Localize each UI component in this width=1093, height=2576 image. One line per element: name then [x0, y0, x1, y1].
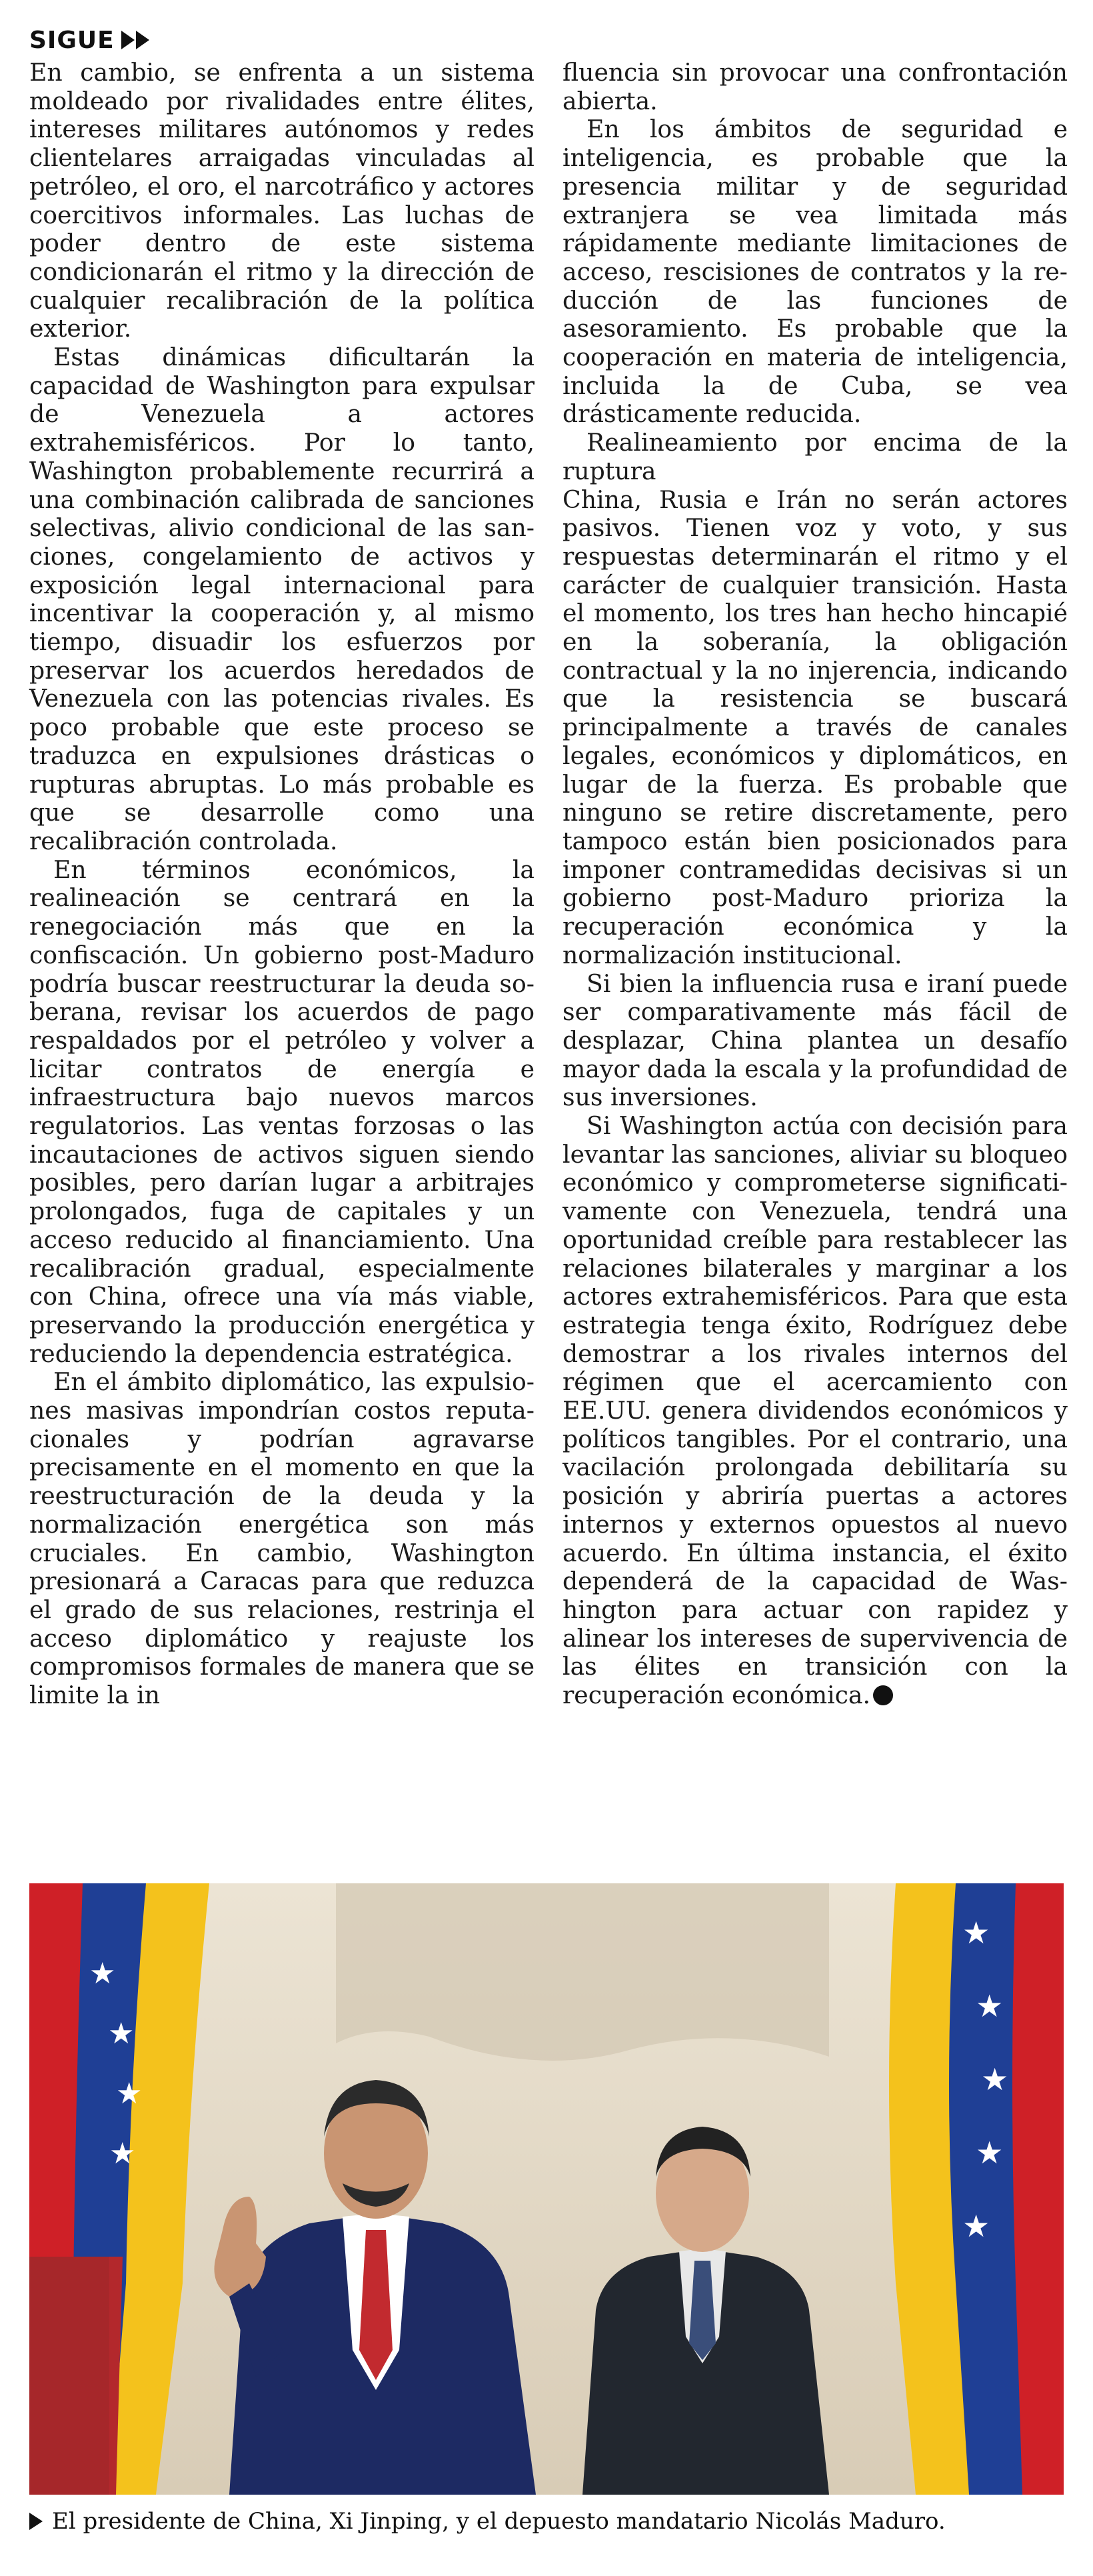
svg-text:★: ★: [116, 2077, 143, 2111]
continues-header: [29, 23, 149, 57]
svg-text:★: ★: [981, 2061, 1009, 2097]
article-column-right: [562, 59, 1068, 1710]
end-of-article-icon: [873, 1685, 893, 1705]
photo-caption: [29, 2501, 1064, 2541]
caption-arrow-icon: [29, 2513, 43, 2530]
svg-text:★: ★: [962, 2208, 990, 2244]
svg-text:★: ★: [109, 2137, 136, 2171]
paragraph: En términos económicos, la realineación se centrará en la renegociación más que en la confiscación. Un gobierno post-Maduro podría buscar reestructurar la deuda soberana, revisar los acuerdos de pago respaldados por el petróleo y volver a licitar contratos de energía e infraestructura bajo nuevos marcos regulatorios. Las ventas forzosas o las incautaciones de activos siguen siendo posibles, pero darían lugar a arbitrajes prolongados, fuga de capitales y un acceso reducido al financiamiento. Una recalibración gradual, especialmente con China, ofrece una vía más viable, preservando la producción energética y reduciendo la dependencia estratégica.: [29, 855, 535, 1368]
paragraph: En los ámbitos de seguridad e inteligencia, es probable que la presencia militar y de seguridad extranjera se vea limitada más rápidamente mediante limitaciones de acceso, rescisiones de contratos y la reducción de las funciones de asesoramiento. Es probable que la cooperación en materia de inteligencia, incluida la de Cuba, se vea drásticamente reducida.: [562, 115, 1068, 429]
paragraph: fluencia sin provocar una confrontación abierta.: [562, 58, 1068, 115]
paragraph: China, Rusia e Irán no serán actores pasivos. Tienen voz y voto, y sus respuestas determinarán el ritmo y el carácter de cualquier transición. Hasta el momento, los tres han hecho hincapié en la soberanía, la obligación contractual y la no injerencia, indicando que la resistencia se buscará principalmente a través de canales legales, económicos y diplomáticos, en lugar de la fuerza. Es probable que ninguno se retire discretamente, pero tampoco están bien posicionados para imponer contramedidas decisivas si un gobierno post-Maduro prioriza la recuperación económica y la normalización institucional.: [562, 485, 1068, 969]
paragraph: Estas dinámicas dificultarán la capacidad de Washington para expulsar de Venezuela a actores extrahemisféricos. Por lo tanto, Washington probablemente recurrirá a una combinación calibrada de sanciones selectivas, alivio condicional de las sanciones, congelamiento de activos y exposición legal internacional para incentivar la cooperación y, al mismo tiempo, disuadir los esfuerzos por preservar los acuerdos heredados de Venezuela con las potencias rivales. Es poco probable que este proceso se traduzca en expulsiones drásticas o rupturas abruptas. Lo más probable es que se desarrolle como una recalibración controlada.: [29, 343, 535, 855]
subheading: Realineamiento por encima de la ruptura: [562, 428, 1068, 485]
paragraph: Si bien la influencia rusa e iraní puede ser comparativamente más fácil de desplazar, China plantea un desafío mayor dada la escala y la profundidad de sus inversiones.: [562, 969, 1068, 1112]
svg-text:★: ★: [89, 1957, 116, 1991]
svg-text:★: ★: [976, 2135, 1004, 2171]
red-chair: [29, 2257, 109, 2495]
svg-text:★: ★: [962, 1915, 990, 1951]
paragraph-final: [562, 1112, 1068, 1710]
paragraph: En cambio, se enfrenta a un sistema moldeado por rivalidades entre élites, intereses militares autónomos y redes clientelares arraigadas vinculadas al petróleo, el oro, el narcotráfico y actores coercitivos informales. Las luchas de poder dentro de este sistema condicionarán el ritmo y la dirección de cualquier recalibración de la política exterior.: [29, 58, 535, 343]
photo-illustration: [29, 1883, 1064, 2495]
continues-arrows-icon: [121, 31, 149, 49]
svg-text:★: ★: [976, 1988, 1004, 2024]
article-column-left: [29, 59, 535, 1710]
caption-text: El presidente de China, Xi Jinping, y el depuesto mandatario Nicolás Maduro.: [52, 2508, 946, 2535]
news-photo: [29, 1883, 1064, 2495]
venezuela-flag-right: [889, 1883, 1064, 2495]
svg-text:★: ★: [108, 2017, 135, 2051]
continues-label: SIGUE: [29, 26, 115, 54]
paragraph: En el ámbito diplomático, las expulsiones masivas impondrían costos reputacionales y podrían agravarse precisamente en el momento en que la reestructuración de la deuda y la normalización energética son más cruciales. En cambio, Washington presionará a Caracas para que reduzca el grado de sus relaciones, restrinja el acceso diplomático y reajuste los compromisos formales de manera que se limite la in: [29, 1367, 535, 1710]
paragraph-final-text: Si Washington actúa con decisión para levantar las sanciones, aliviar su bloqueo económico y comprometerse significativamente con Venezuela, tendrá una oportunidad creíble para restablecer las relaciones bilaterales y marginar a los actores extrahemisféricos. Para que esta estrategia tenga éxito, Rodríguez debe demostrar a los rivales internos del régimen que el acercamiento con EE.UU. genera dividendos económicos y políticos tangibles. Por el contrario, una vacilación prolongada debilitaría su posición y abriría puertas a actores internos y externos opuestos al nuevo acuerdo. En última instancia, el éxito dependerá de la capacidad de Washington para actuar con rapidez y alinear los intereses de supervivencia de las élites en transición con la recuperación económica.: [562, 1111, 1068, 1710]
